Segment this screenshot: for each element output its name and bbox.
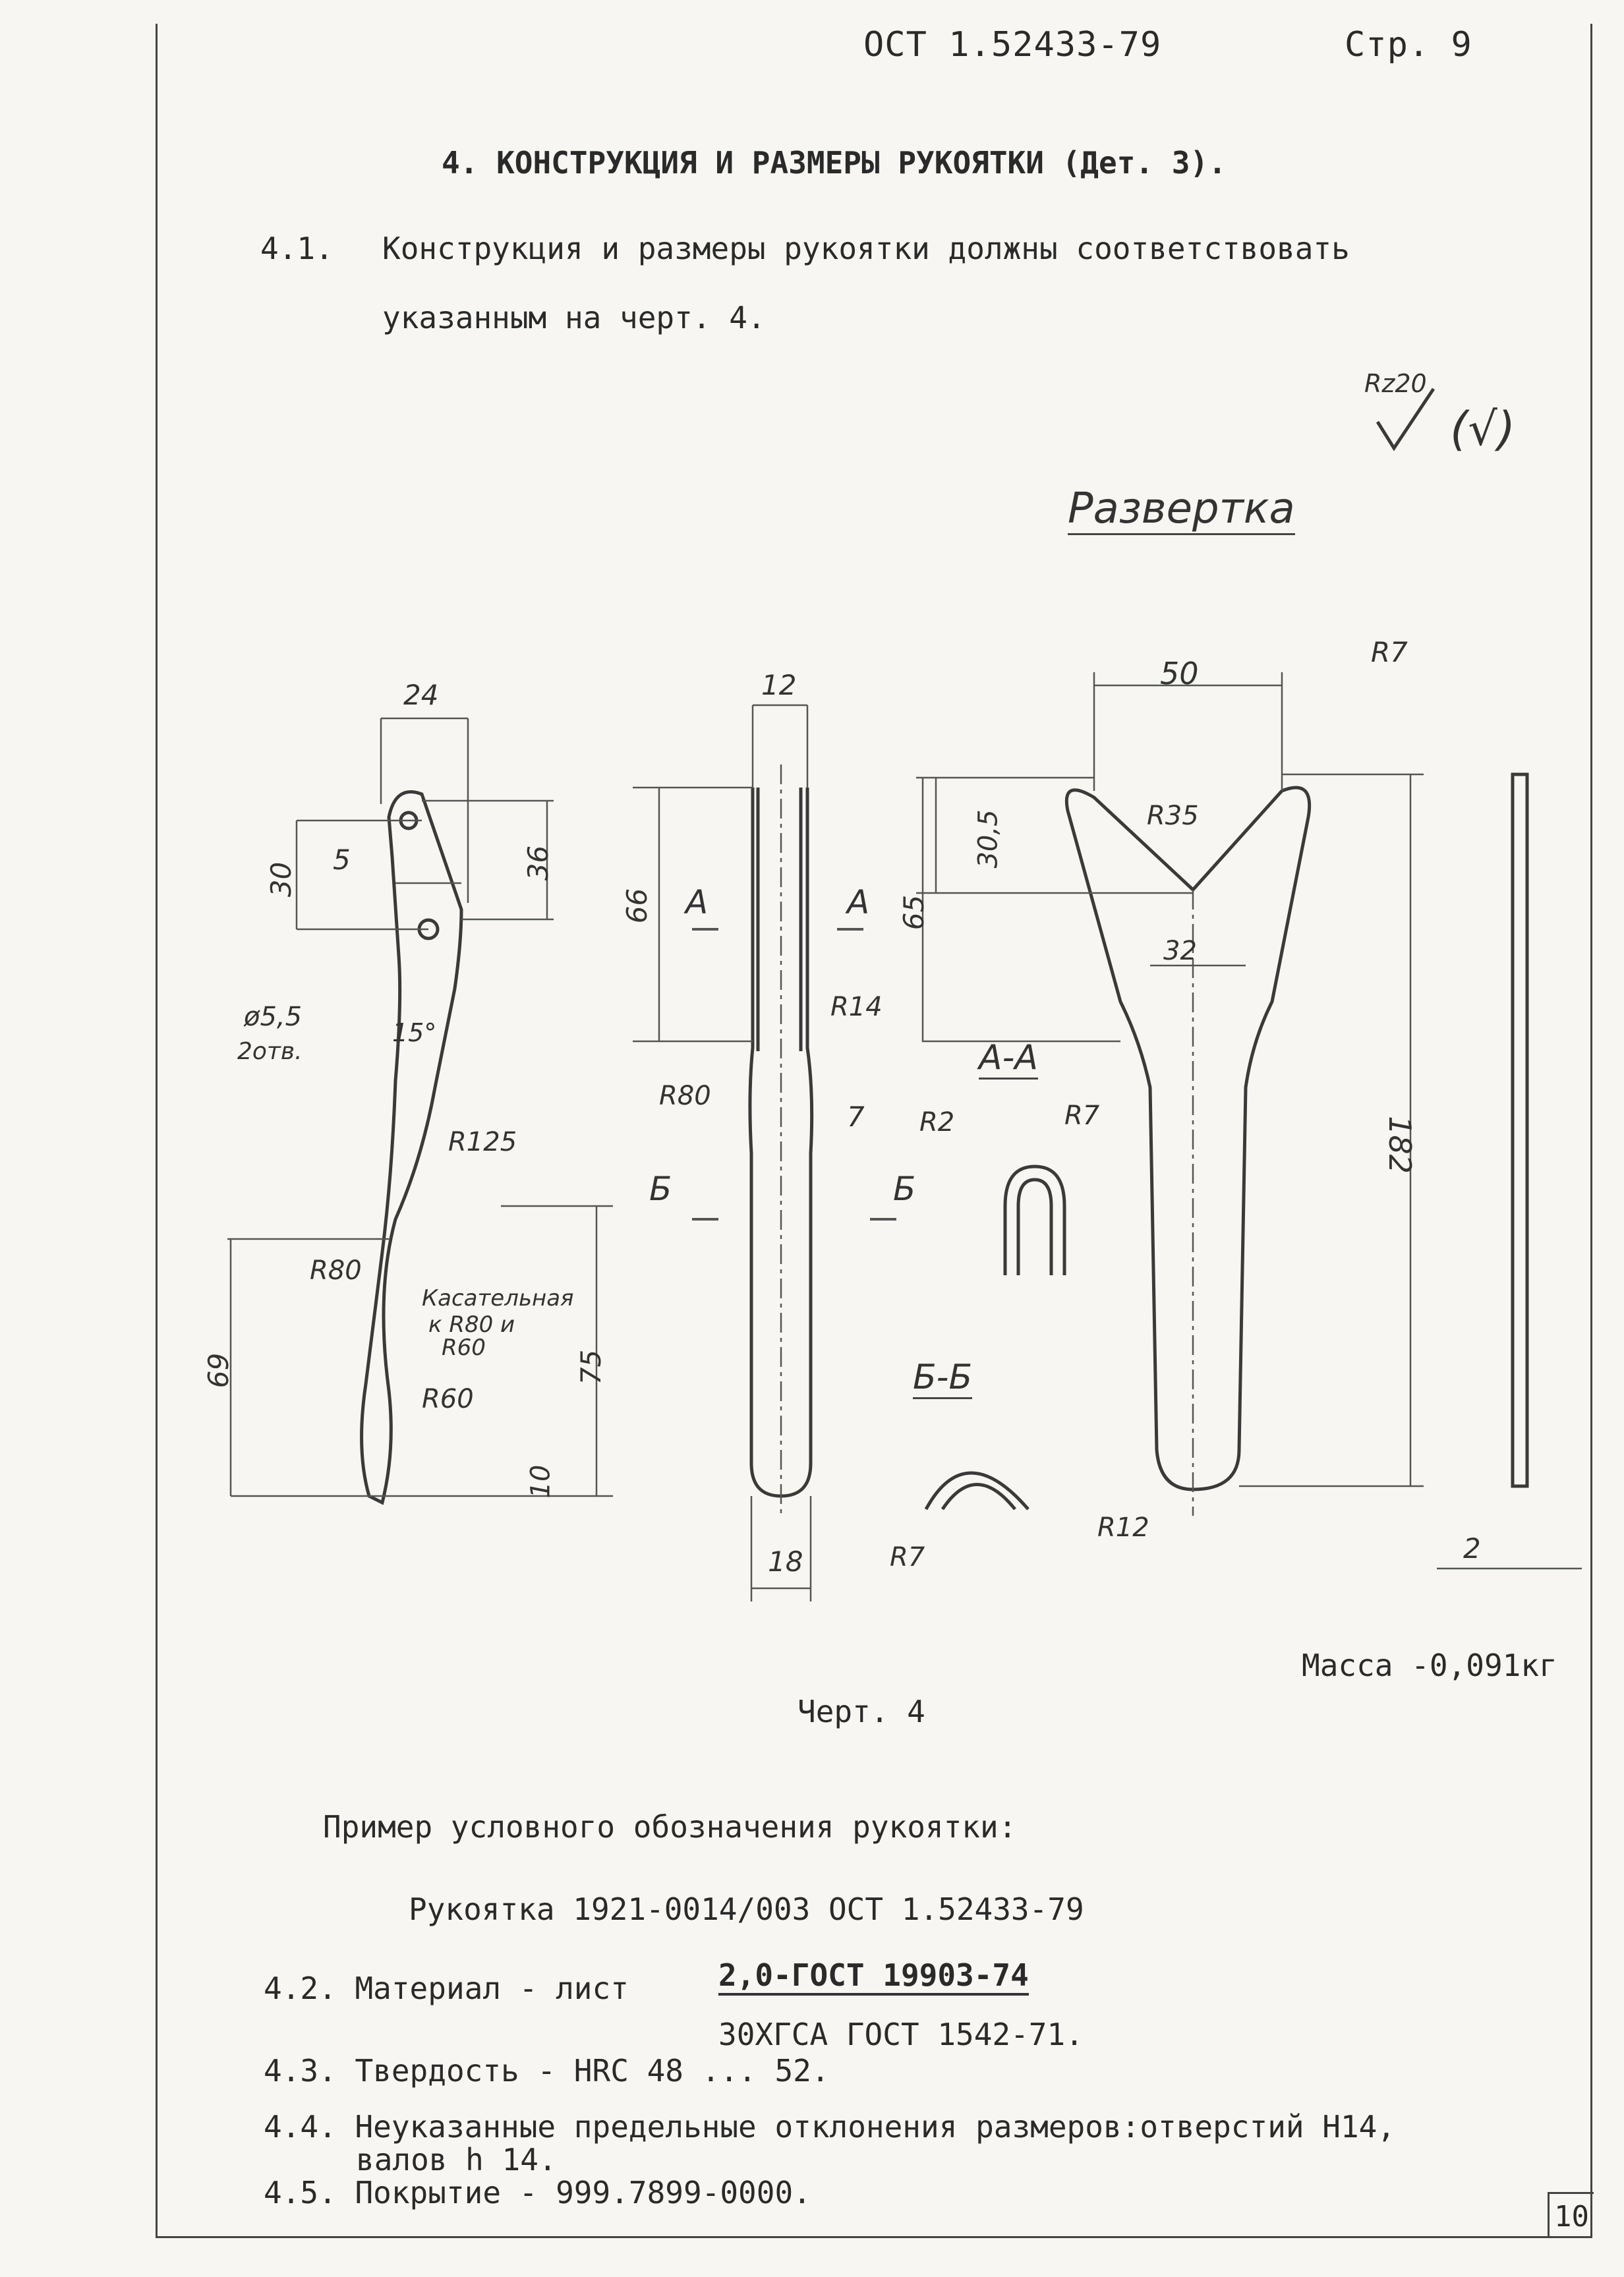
dim-10: 10 [525, 1464, 556, 1499]
dim-32: 32 [1163, 936, 1197, 966]
section-b-left: Б [649, 1170, 672, 1208]
dim-12: 12 [761, 669, 797, 701]
dim-5: 5 [333, 844, 351, 876]
edge-view [1513, 774, 1527, 1486]
item-4-2-label: 4.2. Материал - лист [264, 1971, 629, 2006]
designation-example: Рукоятка 1921-0014/003 ОСТ 1.52433-79 [409, 1891, 1084, 1927]
dim-18: 18 [768, 1545, 803, 1578]
dim-2: 2 [1463, 1532, 1481, 1565]
dim-angle-15: 15° [392, 1018, 437, 1047]
section-bb [926, 1473, 1028, 1509]
dim-hole: ø5,5 [244, 1002, 303, 1032]
dim-r12: R12 [1097, 1513, 1149, 1543]
dim-r7-aa: R7 [1064, 1101, 1100, 1131]
dim-75: 75 [575, 1349, 608, 1385]
dim-r35: R35 [1147, 801, 1199, 831]
p41-number: 4.1. [260, 231, 334, 266]
designation-label: Пример условного обозначения рукоятки: [323, 1809, 1017, 1845]
dim-r60: R60 [422, 1384, 474, 1414]
section-b-right: Б [893, 1170, 916, 1208]
dim-69: 69 [202, 1352, 235, 1389]
dim-66: 66 [621, 888, 654, 924]
dim-hole-count: 2отв. [237, 1038, 303, 1065]
item-4-4-line1: 4.4. Неуказанные предельные отклонения размеров:отверстий Н14, [264, 2109, 1396, 2145]
doc-code: ОСТ 1.52433-79 [863, 25, 1162, 65]
roughness-label: Rz20 [1364, 369, 1427, 398]
roughness-paren: (√) [1450, 402, 1516, 456]
item-4-2-value-1: 2,0-ГОСТ 19903-74 [718, 1957, 1029, 1996]
p41-line2: указанным на черт. 4. [382, 300, 766, 335]
dim-182: 182 [1381, 1116, 1418, 1174]
dim-r14: R14 [830, 992, 883, 1022]
item-4-3: 4.3. Твердость - HRC 48 ... 52. [264, 2053, 830, 2089]
p41-line1: Конструкция и размеры рукоятки должны соответствовать [382, 231, 1350, 266]
dim-r7-top: R7 [1371, 636, 1408, 668]
dim-7: 7 [847, 1101, 865, 1133]
section-aa-label: А-А [979, 1038, 1038, 1080]
figure-caption: Черт. 4 [798, 1694, 925, 1729]
dim-r2: R2 [919, 1107, 955, 1138]
dim-30: 30 [265, 861, 298, 898]
tangent-note-3: R60 [442, 1335, 486, 1361]
dim-50: 50 [1160, 656, 1199, 691]
section-a-right: A [847, 883, 870, 921]
item-4-2-value-2: 30ХГСА ГОСТ 1542-71. [718, 2017, 1084, 2052]
dim-r7-bb: R7 [890, 1542, 925, 1572]
mass-note: Масса -0,091кг [1302, 1648, 1557, 1683]
section-title: 4. КОНСТРУКЦИЯ И РАЗМЕРЫ РУКОЯТКИ (Дет. 3). [442, 145, 1227, 181]
dim-r80-front: R80 [659, 1081, 711, 1111]
dim-r125: R125 [448, 1127, 517, 1157]
sheet-number: 10 [1548, 2192, 1594, 2238]
section-bb-label: Б-Б [913, 1358, 972, 1399]
item-4-4-line2: валов h 14. [356, 2142, 557, 2177]
section-aa [1005, 1167, 1064, 1275]
dim-65: 65 [898, 894, 931, 931]
dim-24: 24 [403, 679, 439, 711]
dim-30-5: 30,5 [973, 809, 1004, 869]
item-4-5: 4.5. Покрытие - 999.7899-0000. [264, 2175, 811, 2210]
dim-r80-side: R80 [310, 1255, 362, 1286]
dim-36: 36 [522, 845, 555, 881]
page-label: Стр. 9 [1345, 25, 1472, 65]
tangent-note-2: к R80 и [428, 1311, 515, 1338]
section-a-left: A [685, 883, 709, 921]
tangent-note-1: Касательная [422, 1285, 574, 1311]
razvertka-label: Развертка [1068, 484, 1295, 535]
